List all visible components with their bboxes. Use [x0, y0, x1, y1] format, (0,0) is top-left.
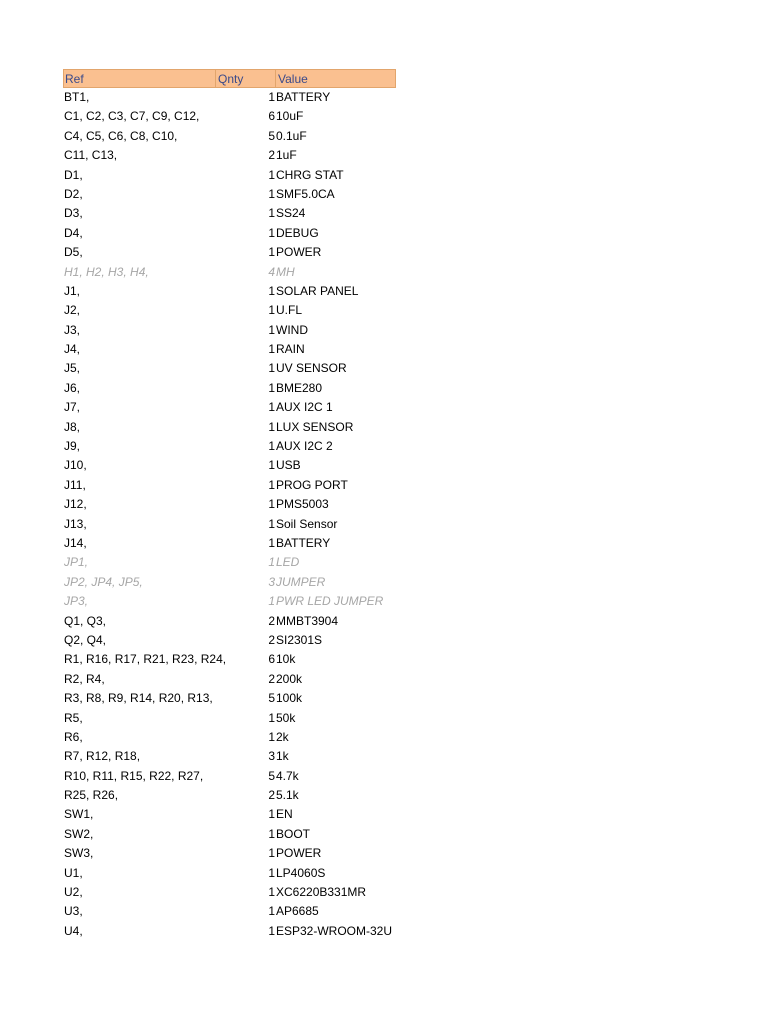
qty-cell: 5 — [268, 128, 275, 143]
ref-cell: JP2, JP4, JP5, — [64, 574, 143, 589]
table-row — [63, 321, 396, 340]
table-row — [63, 456, 396, 475]
qty-cell: 1 — [268, 303, 275, 318]
qty-cell: 1 — [268, 400, 275, 415]
table-row — [63, 263, 396, 282]
qty-cell: 1 — [268, 225, 275, 240]
qty-cell: 1 — [268, 535, 275, 550]
table-row — [63, 107, 396, 126]
value-cell: 4.7k — [276, 768, 299, 783]
qty-cell: 4 — [268, 264, 275, 279]
table-row — [63, 883, 396, 902]
value-cell: MH — [276, 264, 295, 279]
qty-cell: 1 — [268, 516, 275, 531]
table-row — [63, 612, 396, 631]
table-row — [63, 689, 396, 708]
qty-cell: 1 — [268, 865, 275, 880]
table-row — [63, 379, 396, 398]
table-row — [63, 243, 396, 262]
ref-cell: J13, — [64, 516, 87, 531]
value-cell: PMS5003 — [276, 497, 329, 512]
ref-cell: R6, — [64, 729, 83, 744]
table-row — [63, 127, 396, 146]
value-cell: LP4060S — [276, 865, 326, 880]
ref-cell: SW3, — [64, 846, 94, 861]
ref-cell: R2, R4, — [64, 671, 105, 686]
qty-cell: 1 — [268, 497, 275, 512]
qty-cell: 1 — [268, 361, 275, 376]
ref-cell: J5, — [64, 361, 81, 376]
table-row — [63, 650, 396, 669]
table-row — [63, 185, 396, 204]
table-row — [63, 844, 396, 863]
table-row — [63, 631, 396, 650]
table-body — [63, 88, 396, 941]
ref-cell: R25, R26, — [64, 788, 119, 803]
table-row — [63, 786, 396, 805]
ref-cell: J3, — [64, 322, 81, 337]
table-row — [63, 224, 396, 243]
ref-cell: J2, — [64, 303, 81, 318]
table-row — [63, 166, 396, 185]
table-row — [63, 437, 396, 456]
ref-cell: D2, — [64, 186, 83, 201]
value-cell: SMF5.0CA — [276, 186, 335, 201]
table-row — [63, 515, 396, 534]
ref-cell: D5, — [64, 245, 83, 260]
qty-cell: 1 — [268, 826, 275, 841]
ref-cell: J12, — [64, 497, 87, 512]
value-cell: BME280 — [276, 380, 323, 395]
value-cell: U.FL — [276, 303, 303, 318]
qty-cell: 1 — [268, 885, 275, 900]
qty-cell: 5 — [268, 691, 275, 706]
table-row — [63, 825, 396, 844]
header-qty: Qnty — [215, 70, 228, 87]
ref-cell: J4, — [64, 342, 81, 357]
ref-cell: U4, — [64, 923, 83, 938]
value-cell: WIND — [276, 322, 308, 337]
qty-cell: 1 — [268, 167, 275, 182]
header-value: Value — [275, 70, 408, 87]
value-cell: 50k — [276, 710, 296, 725]
table-row — [63, 747, 396, 766]
ref-cell: JP3, — [64, 594, 89, 609]
table-row — [63, 573, 396, 592]
value-cell: RAIN — [276, 342, 305, 357]
qty-cell: 1 — [268, 807, 275, 822]
qty-cell: 1 — [268, 439, 275, 454]
ref-cell: D1, — [64, 167, 83, 182]
header-ref: Ref — [65, 72, 84, 86]
value-cell: BATTERY — [276, 90, 331, 104]
ref-cell: C4, C5, C6, C8, C10, — [64, 128, 178, 143]
bom-table — [63, 69, 396, 941]
value-cell: ESP32-WROOM-32U — [276, 923, 393, 938]
value-cell: 100k — [276, 691, 303, 706]
ref-cell: U2, — [64, 885, 83, 900]
table-row — [63, 88, 396, 107]
ref-cell: Q1, Q3, — [64, 613, 107, 628]
value-cell: SS24 — [276, 206, 306, 221]
value-cell: 5.1k — [276, 788, 299, 803]
value-cell: JUMPER — [276, 574, 326, 589]
value-cell: SI2301S — [276, 632, 323, 647]
ref-cell: J1, — [64, 283, 81, 298]
value-cell: 200k — [276, 671, 303, 686]
table-row — [63, 864, 396, 883]
qty-cell: 1 — [268, 380, 275, 395]
ref-cell: SW2, — [64, 826, 94, 841]
table-row — [63, 418, 396, 437]
qty-cell: 6 — [268, 652, 275, 667]
value-cell: SOLAR PANEL — [276, 283, 359, 298]
value-cell: POWER — [276, 245, 322, 260]
table-row — [63, 495, 396, 514]
ref-cell: R7, R12, R18, — [64, 749, 141, 764]
qty-cell: 1 — [268, 322, 275, 337]
value-cell: EN — [276, 807, 293, 822]
table-row — [63, 728, 396, 747]
qty-cell: 1 — [268, 710, 275, 725]
table-row — [63, 204, 396, 223]
table-row — [63, 805, 396, 824]
table-row — [63, 534, 396, 553]
qty-cell: 2 — [268, 788, 275, 803]
qty-cell: 1 — [268, 458, 275, 473]
qty-cell: 1 — [268, 342, 275, 357]
qty-cell: 2 — [268, 671, 275, 686]
qty-cell: 2 — [268, 148, 275, 163]
table-row — [63, 709, 396, 728]
ref-cell: D4, — [64, 225, 83, 240]
table-row — [63, 902, 396, 921]
value-cell: 1uF — [276, 148, 297, 163]
ref-cell: C1, C2, C3, C7, C9, C12, — [64, 109, 200, 124]
ref-cell: J9, — [64, 439, 81, 454]
table-row — [63, 398, 396, 417]
qty-cell: 2 — [268, 632, 275, 647]
ref-cell: R10, R11, R15, R22, R27, — [64, 768, 204, 783]
qty-cell: 1 — [268, 923, 275, 938]
value-cell: LED — [276, 555, 300, 570]
ref-cell: J8, — [64, 419, 81, 434]
value-cell: 0.1uF — [276, 128, 307, 143]
value-cell: DEBUG — [276, 225, 319, 240]
qty-cell: 1 — [268, 206, 275, 221]
table-row — [63, 340, 396, 359]
value-cell: 10k — [276, 652, 296, 667]
ref-cell: J11, — [64, 477, 86, 492]
qty-cell: 5 — [268, 768, 275, 783]
qty-cell: 6 — [268, 109, 275, 124]
ref-cell: C11, C13, — [64, 148, 118, 163]
qty-cell: 3 — [268, 749, 275, 764]
qty-cell: 1 — [268, 846, 275, 861]
ref-cell: Q2, Q4, — [64, 632, 107, 647]
qty-cell: 1 — [268, 477, 275, 492]
value-cell: UV SENSOR — [276, 361, 347, 376]
ref-cell: H1, H2, H3, H4, — [64, 264, 149, 279]
ref-cell: J7, — [64, 400, 81, 415]
table-row — [63, 359, 396, 378]
table-row — [63, 301, 396, 320]
qty-cell: 1 — [268, 419, 275, 434]
ref-cell: D3, — [64, 206, 83, 221]
value-cell: PROG PORT — [276, 477, 348, 492]
ref-cell: R3, R8, R9, R14, R20, R13, — [64, 691, 213, 706]
value-cell: AUX I2C 2 — [276, 439, 333, 454]
value-cell: MMBT3904 — [276, 613, 339, 628]
value-cell: 10uF — [276, 109, 304, 124]
value-cell: CHRG STAT — [276, 167, 344, 182]
ref-cell: J6, — [64, 380, 81, 395]
table-row — [63, 476, 396, 495]
qty-cell: 1 — [268, 555, 275, 570]
ref-cell: U1, — [64, 865, 83, 880]
value-cell: 2k — [276, 729, 289, 744]
ref-cell: SW1, — [64, 807, 94, 822]
qty-cell: 1 — [268, 186, 275, 201]
ref-cell: J14, — [64, 535, 87, 550]
qty-cell: 1 — [268, 90, 275, 104]
qty-cell: 1 — [268, 283, 275, 298]
header-row — [63, 69, 396, 88]
table-row — [63, 922, 396, 941]
qty-cell: 1 — [268, 245, 275, 260]
ref-cell: J10, — [64, 458, 87, 473]
ref-cell: R1, R16, R17, R21, R23, R24, — [64, 652, 227, 667]
qty-cell: 1 — [268, 904, 275, 919]
ref-cell: JP1, — [64, 555, 89, 570]
table-row — [63, 767, 396, 786]
ref-cell: BT1, — [64, 90, 90, 104]
value-cell: BOOT — [276, 826, 311, 841]
value-cell: Soil Sensor — [276, 516, 338, 531]
table-row — [63, 553, 396, 572]
table-row — [63, 670, 396, 689]
value-cell: AP6685 — [276, 904, 319, 919]
value-cell: PWR LED JUMPER — [276, 594, 384, 609]
value-cell: LUX SENSOR — [276, 419, 354, 434]
value-cell: BATTERY — [276, 535, 331, 550]
table-row — [63, 592, 396, 611]
qty-cell: 1 — [268, 594, 275, 609]
qty-cell: 2 — [268, 613, 275, 628]
value-cell: AUX I2C 1 — [276, 400, 333, 415]
qty-cell: 3 — [268, 574, 275, 589]
value-cell: XC6220B331MR — [276, 885, 367, 900]
ref-cell: U3, — [64, 904, 83, 919]
qty-cell: 1 — [268, 729, 275, 744]
table-row — [63, 146, 396, 165]
value-cell: USB — [276, 458, 301, 473]
table-row — [63, 282, 396, 301]
value-cell: 1k — [276, 749, 289, 764]
value-cell: POWER — [276, 846, 322, 861]
ref-cell: R5, — [64, 710, 83, 725]
